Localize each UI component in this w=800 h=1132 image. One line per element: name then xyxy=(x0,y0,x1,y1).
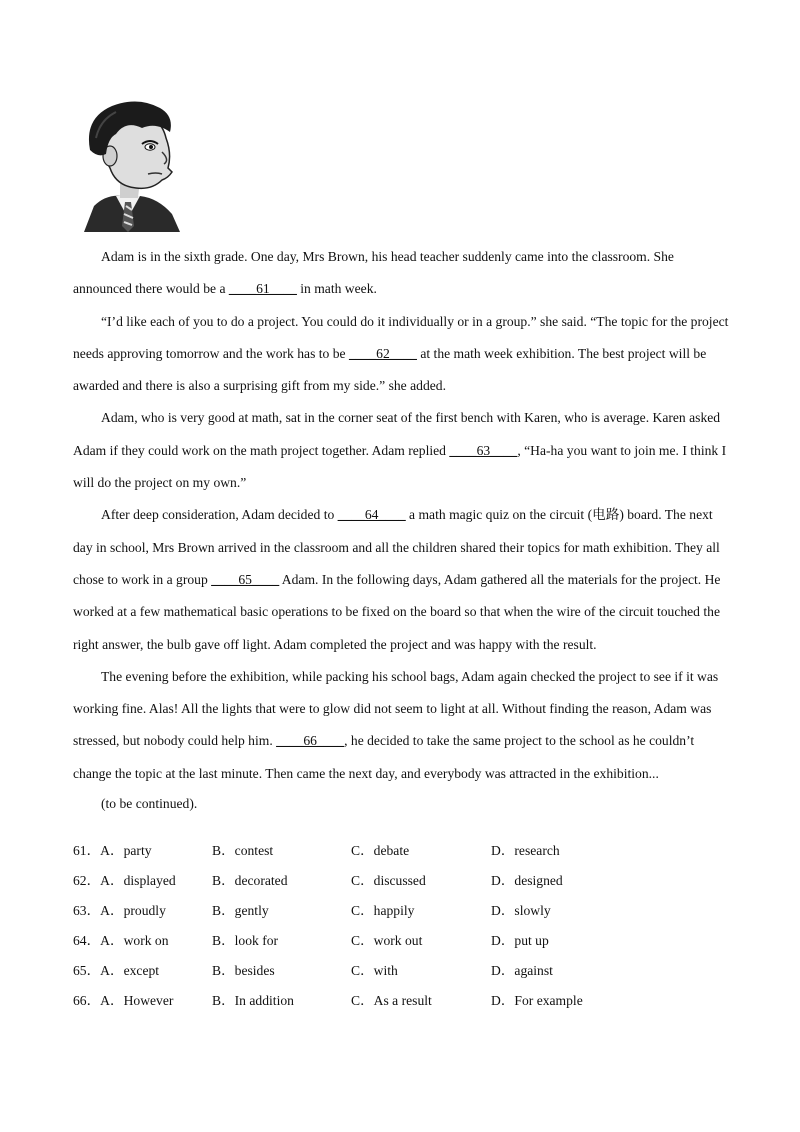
option-61-c[interactable]: C．debate xyxy=(351,843,410,858)
answer-options xyxy=(73,836,733,1016)
question-64-options xyxy=(73,926,733,956)
option-62-a[interactable]: 62．A．displayed xyxy=(73,873,176,888)
continued-note: (to be continued). xyxy=(101,796,198,812)
blank-62: ____62____ xyxy=(348,345,417,361)
paragraph-3 xyxy=(73,402,733,499)
passage-text: , “Ha-ha you want to join me. I think I will do the project on my own.” xyxy=(73,442,727,491)
passage-text: Adam, who is very good at math, sat in the corner seat of the first bench with Karen, who is average. Karen asked Adam if they could work on the math project together. Adam replied xyxy=(73,410,721,458)
passage-text: a math magic quiz on the circuit (电路) board. The next day in school, Mrs Brown arrived in the classroom and all the children shared their topics for math exhibition. They all chose to work in a group xyxy=(73,507,720,587)
blank-61: ____61____ xyxy=(228,281,297,297)
option-61-b[interactable]: B．contest xyxy=(212,843,274,858)
option-66-a[interactable]: 66．A．However xyxy=(73,993,174,1008)
question-61-options xyxy=(73,836,733,866)
passage-text: Adam is in the sixth grade. One day, Mrs Brown, his head teacher suddenly came into the classroom. She announced there would be a xyxy=(73,249,674,297)
option-63-d[interactable]: D．slowly xyxy=(491,903,551,918)
blank-66: ____66____ xyxy=(276,733,345,749)
passage xyxy=(73,241,733,818)
question-63-options xyxy=(73,896,733,926)
option-64-c[interactable]: C．work out xyxy=(351,933,423,948)
option-66-d[interactable]: D．For example xyxy=(491,993,583,1008)
option-61-d[interactable]: D．research xyxy=(491,843,560,858)
passage-text: , he decided to take the same project to the school as he couldn’t change the topic at the last minute. Then came the next day, and everybody was attracted in the exhibition... xyxy=(73,733,695,781)
option-63-c[interactable]: C．happily xyxy=(351,903,415,918)
question-62-options xyxy=(73,866,733,896)
option-64-b[interactable]: B．look for xyxy=(212,933,279,948)
option-65-d[interactable]: D．against xyxy=(491,963,553,978)
paragraph-4 xyxy=(73,499,733,660)
boy-cartoon-illustration xyxy=(76,98,184,232)
option-62-d[interactable]: D．designed xyxy=(491,873,563,888)
option-65-c[interactable]: C．with xyxy=(351,963,398,978)
passage-text: After deep consideration, Adam decided to xyxy=(101,507,338,523)
option-63-a[interactable]: 63．A．proudly xyxy=(73,903,166,918)
option-62-b[interactable]: B．decorated xyxy=(212,873,288,888)
question-66-options xyxy=(73,986,733,1016)
paragraph-1 xyxy=(73,241,733,306)
option-64-d[interactable]: D．put up xyxy=(491,933,549,948)
passage-text: at the math week exhibition. The best project will be awarded and there is also a surprising gift from my side.” she added. xyxy=(73,345,707,394)
paragraph-2 xyxy=(73,306,733,403)
blank-65: ____65____ xyxy=(211,571,280,587)
question-65-options xyxy=(73,956,733,986)
blank-63: ____63____ xyxy=(449,442,518,458)
option-63-b[interactable]: B．gently xyxy=(212,903,269,918)
option-66-b[interactable]: B．In addition xyxy=(212,993,294,1008)
paragraph-5 xyxy=(73,661,733,790)
option-66-c[interactable]: C．As a result xyxy=(351,993,432,1008)
blank-64: ____64____ xyxy=(337,507,406,523)
option-65-a[interactable]: 65．A．except xyxy=(73,963,160,978)
passage-text: The evening before the exhibition, while packing his school bags, Adam again checked the project to see if it was working fine. Alas! All the lights that were to glow did not seem to light at all. Without finding the reason, Adam was stressed, but nobody could help him. xyxy=(73,668,719,749)
option-62-c[interactable]: C．discussed xyxy=(351,873,426,888)
passage-text: “I’d like each of you to do a project. You could do it individually or in a group.” she said. “The topic for the project needs approving tomorrow and the work has to be xyxy=(73,313,729,361)
option-61-a[interactable]: 61．A．party xyxy=(73,843,152,858)
option-64-a[interactable]: 64．A．work on xyxy=(73,933,169,948)
passage-text: in math week. xyxy=(296,281,377,297)
option-65-b[interactable]: B．besides xyxy=(212,963,275,978)
passage-text: Adam. In the following days, Adam gathered all the materials for the project. He worked at a few mathematical basic operations to be fixed on the board so that when the wire of the circuit touched the right answer, the bulb gave off light. Adam completed the project and was happy with the result. xyxy=(73,571,721,652)
